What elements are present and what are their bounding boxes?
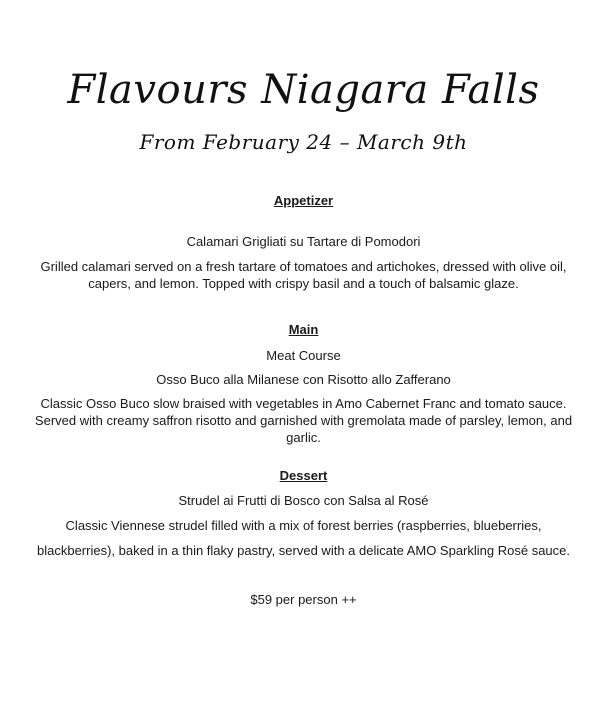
appetizer-heading: Appetizer bbox=[273, 193, 334, 208]
dessert-dish-name: Strudel ai Frutti di Bosco con Salsa al Rosé bbox=[178, 493, 429, 508]
dessert-description-line-1: Classic Viennese strudel filled with a mix of forest berries (raspberries, blueberries, bbox=[65, 518, 542, 533]
main-heading: Main bbox=[288, 322, 319, 337]
main-description-line-2: Served with creamy saffron risotto and garnished with gremolata made of parsley, lemon, and bbox=[34, 413, 573, 428]
appetizer-description-line-2: capers, and lemon. Topped with crispy basil and a touch of balsamic glaze. bbox=[88, 276, 519, 291]
appetizer-dish-name: Calamari Grigliati su Tartare di Pomodori bbox=[186, 234, 421, 249]
menu-date-range: From February 24 – March 9th bbox=[139, 130, 468, 154]
appetizer-description-line-1: Grilled calamari served on a fresh tartare of tomatoes and artichokes, dressed with olive oil, bbox=[40, 259, 567, 274]
dessert-heading: Dessert bbox=[279, 468, 328, 483]
main-course-label: Meat Course bbox=[266, 348, 341, 363]
price-text: $59 per person ++ bbox=[250, 592, 357, 607]
main-description-line-3: garlic. bbox=[286, 430, 321, 445]
dessert-description-line-2: blackberries), baked in a thin flaky pastry, served with a delicate AMO Sparkling Rosé sauce. bbox=[36, 543, 570, 558]
menu-title: Flavours Niagara Falls bbox=[67, 67, 540, 113]
main-description-line-1: Classic Osso Buco slow braised with vegetables in Amo Cabernet Franc and tomato sauce. bbox=[40, 396, 567, 411]
main-dish-name: Osso Buco alla Milanese con Risotto allo Zafferano bbox=[156, 372, 451, 387]
